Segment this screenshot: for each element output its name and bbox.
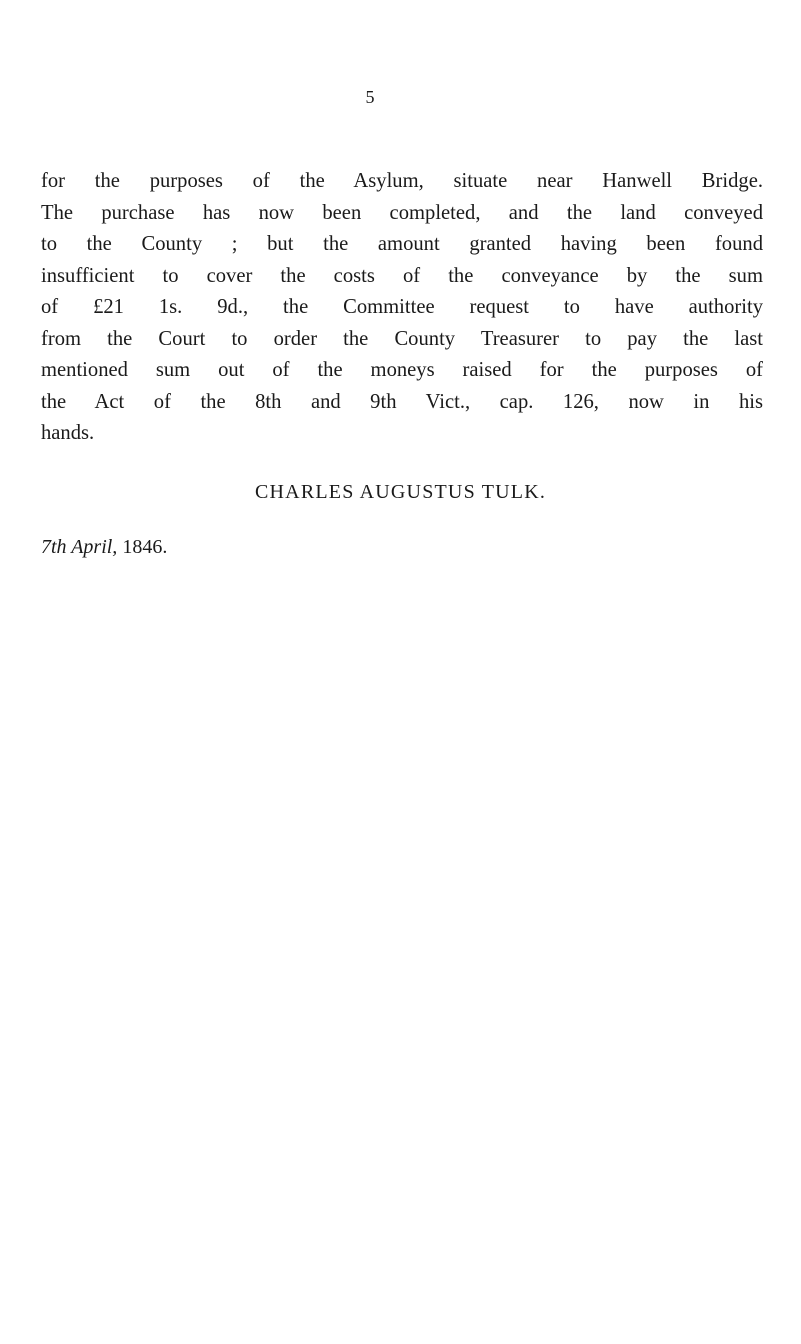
paragraph-line: of £21 1s. 9d., the Committee request to have authority (41, 296, 763, 318)
signature-name: CHARLES AUGUSTUS TULK. (255, 481, 547, 503)
paragraph-line: The purchase has now been completed, and the land conveyed (41, 201, 763, 224)
date-day-month: 7th April, (41, 536, 118, 558)
dateline (41, 534, 167, 560)
page-number: 5 (365, 87, 375, 107)
paragraph-line: from the Court to order the County Treasurer to pay the last (41, 327, 763, 350)
paragraph-line: to the County ; but the amount granted having been found (41, 233, 763, 255)
paragraph-line: insufficient to cover the costs of the conveyance by the sum (41, 264, 763, 287)
paragraph-line: mentioned sum out of the moneys raised for the purposes of (41, 359, 763, 381)
body-paragraph (41, 166, 763, 450)
paragraph-line: hands. (41, 422, 95, 444)
paragraph-line: for the purposes of the Asylum, situate near Hanwell Bridge. (41, 170, 763, 192)
paragraph-line: the Act of the 8th and 9th Vict., cap. 126, now in his (41, 390, 763, 413)
date-year: 1846. (122, 536, 168, 558)
